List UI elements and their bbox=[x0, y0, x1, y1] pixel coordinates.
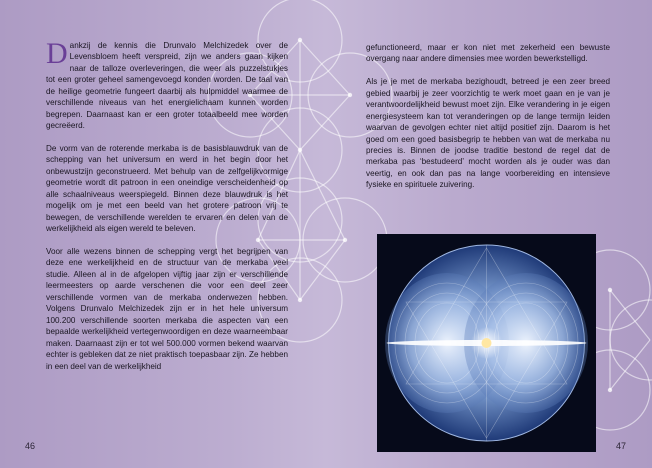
right-text-column bbox=[366, 42, 610, 191]
left-paragraph-1-text: ankzij de kennis die Drunvalo Melchizedek over de Levensbloem heeft verspreid, zijn we anders gaan kijken naar de talloze overleveringen, die weer als puzzelstukjes tot een groter geheel samengevoegd konden worden. De taal van de heilige geometrie fungeert daarbij als hulpmiddel waarmee de verschillende niveaus van het energielichaam kunnen worden begrepen. Daarnaast kan er een groter totaalbeeld mee worden gecreëerd. bbox=[46, 41, 288, 131]
left-text-column bbox=[46, 37, 288, 372]
page-number-right: 47 bbox=[616, 441, 627, 451]
left-paragraph-3: Voor alle wezens binnen de schepping vergt het begrijpen van deze ene werkelijkheid en de structuur van de merkaba veel studie. Alleen al in de afgelopen vijftig jaar zijn er verschillende leermeesters op aarde verschenen die voor een deel zeer verschillende vormen van de merkaba onderwezen hebben. Volgens Drunvalo Melchizedek zijn er in het hele universum 100.200 verschillende soorten merkaba die aspecten van een bepaalde werkelijkheid vertegenwoordigen en deze waarneembaar maken. Daarnaast zijn er tot wel 500.000 vormen bekend waarvan echter is gebleken dat ze niet praktisch toepasbaar zijn. Ze hebben in een deel van de werkelijkheid bbox=[46, 247, 288, 371]
right-paragraph-1: gefunctioneerd, maar er kon niet met zekerheid een bewuste overgang naar andere dimensies mee worden bewerkstelligd. bbox=[366, 43, 610, 64]
left-paragraph-2: De vorm van de roterende merkaba is de basisblauwdruk van de schepping van het universum en werd in het begin door het onbewustzijn geconstrueerd. Met behulp van de zelfgelijkvormige geometrie wordt dit patroon in een oneindige verscheidenheid op alle schaalniveaus weerspiegeld. Binnen deze blauwdruk is het mogelijk om je met een beeld van het grotere patroon vrij te bewegen, de verschillende werelden te ervaren en delen van de werkelijkheid als eigen wereld te beleven. bbox=[46, 144, 288, 234]
dropcap: D bbox=[46, 37, 68, 70]
right-paragraph-2: Als je je met de merkaba bezighoudt, betreed je een zeer breed gebied waarbij je zeer voorzichtig te werk moet gaan en je van je verantwoordelijkheid bewust moet zijn. Elke verandering in je eigen energiesysteem kan tot veranderingen op de lange termijn leiden waarvan de gevolgen echter niet altijd positief zijn. Daarom is het goed om een goed basisbegrip te hebben van wat de merkaba nu precies is. Binnen de joodse traditie bestond de regel dat de merkaba pas ‘bestudeerd’ mocht worden als je ouder was dan veertig, en ook dan pas na lange voorbereiding en intensieve fysieke en spirituele zuivering. bbox=[366, 77, 610, 190]
merkaba-illustration bbox=[377, 234, 596, 452]
left-paragraph-1 bbox=[46, 37, 288, 132]
merkaba-sphere-image bbox=[377, 234, 596, 452]
page-number-left: 46 bbox=[25, 441, 36, 451]
